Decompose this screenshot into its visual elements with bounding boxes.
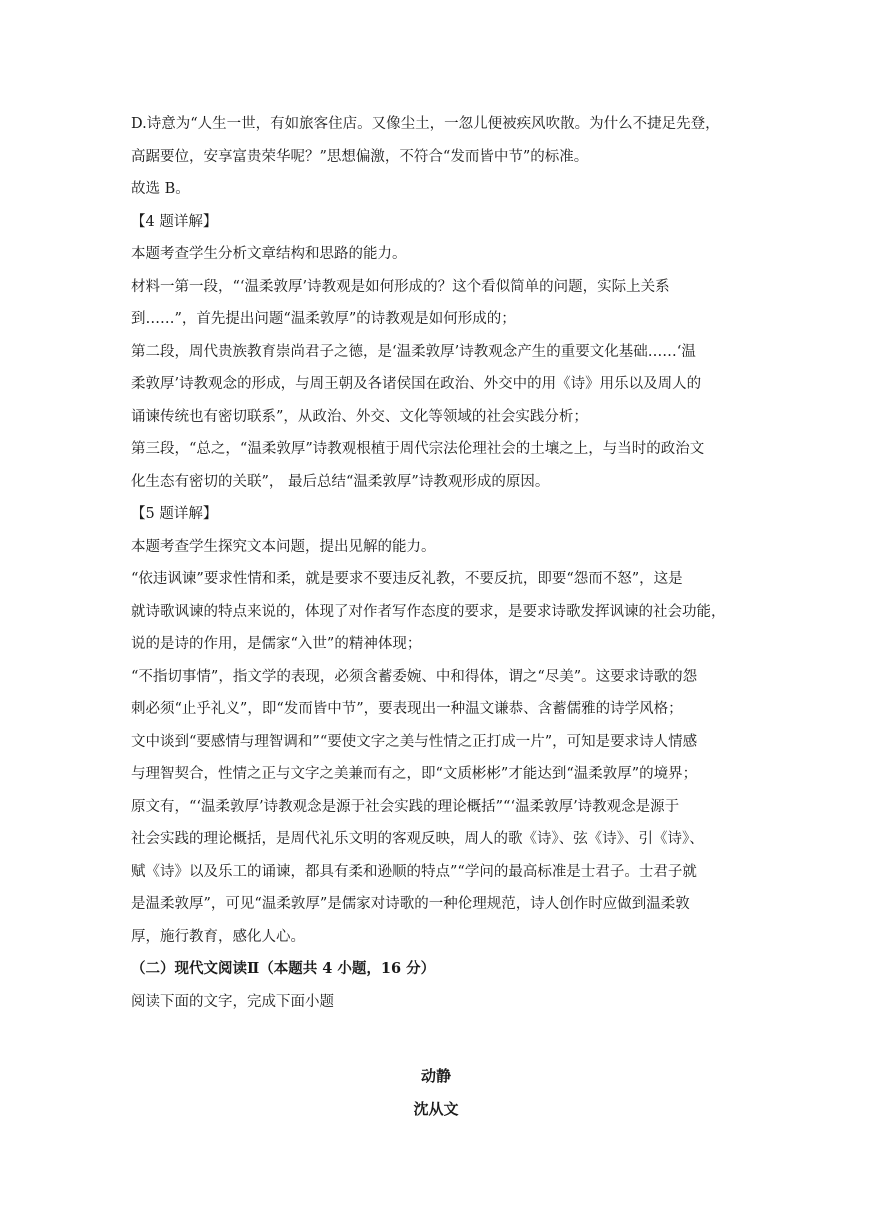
text-line: 是温柔敦厚”，可见“温柔敦厚”是儒家对诗歌的一种伦理规范，诗人创作时应做到温柔敦 [131, 896, 690, 912]
text-line: “不指切事情”，指文学的表现，必须含蓄委婉、中和得体，谓之“尽美”。这要求诗歌的怨 [131, 668, 698, 685]
text-line: 就诗歌讽谏的特点来说的，体现了对作者写作态度的要求，是要求诗歌发挥讽谏的社会功能， [131, 603, 726, 620]
text-line: 本题考查学生探究文本问题，提出见解的能力。 [131, 538, 436, 555]
text-line: 第三段，“总之，“温柔敦厚”诗教观根植于周代宗法伦理社会的土壤之上，与当时的政治文 [131, 441, 705, 457]
text-line: 诵谏传统也有密切联系”，从政治、外交、文化等领域的社会实践分析； [131, 408, 588, 425]
essay-author: 沈从文 [413, 1100, 459, 1118]
text-line: 文中谈到“要感情与理智调和”“要使文字之美与性情之正打成一片”，可知是要求诗人情感 [131, 733, 698, 750]
text-line: 原文有，“‘温柔敦厚’诗教观念是源于社会实践的理论概括”“‘温柔敦厚’诗教观念是源于 [131, 798, 680, 815]
document-page [131, 108, 741, 1118]
text-line: 材料一第一段，“‘温柔敦厚’诗教观是如何形成的？这个看似简单的问题，实际上关系 [131, 278, 670, 295]
section-heading-q4: 【4 题详解】 [131, 213, 218, 230]
text-line: 柔敦厚’诗教观念的形成，与周王朝及各诸侯国在政治、外交中的用《诗》用乐以及周人的 [131, 376, 702, 392]
instruction-line: 阅读下面的文字，完成下面小题 [131, 993, 334, 1010]
text-line: D.诗意为“人生一世，有如旅客住店。又像尘土，一忽儿便被疾风吹散。为什么不捷足先登， [131, 116, 720, 132]
section-heading-reading-2: （二）现代文阅读Ⅱ（本题共 4 小题，16 分） [131, 960, 436, 977]
text-line: 与理智契合，性情之正与文字之美兼而有之，即“文质彬彬”才能达到“温柔敦厚”的境界； [131, 766, 698, 782]
text-line: 说的是诗的作用，是儒家“入世”的精神体现； [131, 636, 422, 652]
text-line: 第二段，周代贵族教育崇尚君子之德，是‘温柔敦厚’诗教观念产生的重要文化基础……‘温 [131, 343, 696, 360]
text-line: 刺必须“止乎礼义”，即“发而皆中节”，要表现出一种温文谦恭、含蓄儒雅的诗学风格； [131, 701, 683, 717]
text-line: 本题考查学生分析文章结构和思路的能力。 [131, 246, 407, 262]
text-line: 到……”，首先提出问题“温柔敦厚”的诗教观是如何形成的； [131, 311, 516, 327]
text-line: 赋《诗》以及乐工的诵谏，都具有柔和逊顺的特点”“学问的最高标准是士君子。士君子就 [131, 863, 697, 880]
essay-title: 动静 [420, 1067, 451, 1085]
text-line: 社会实践的理论概括，是周代礼乐文明的客观反映，周人的歌《诗》、弦《诗》、引《诗》、 [131, 831, 704, 847]
text-line: 高踞要位，安享富贵荣华呢？”思想偏激，不符合“发而皆中节”的标准。 [131, 148, 589, 165]
text-line: 化生态有密切的关联”， 最后总结“温柔敦厚”诗教观形成的原因。 [131, 473, 550, 490]
text-line: 厚，施行教育，感化人心。 [131, 928, 305, 945]
answer-line: 故选 B。 [131, 181, 190, 197]
text-line: “依违讽谏”要求性情和柔，就是要求不要违反礼教，不要反抗，即要“怨而不怒”，这是 [131, 571, 683, 587]
section-heading-q5: 【5 题详解】 [131, 506, 218, 522]
